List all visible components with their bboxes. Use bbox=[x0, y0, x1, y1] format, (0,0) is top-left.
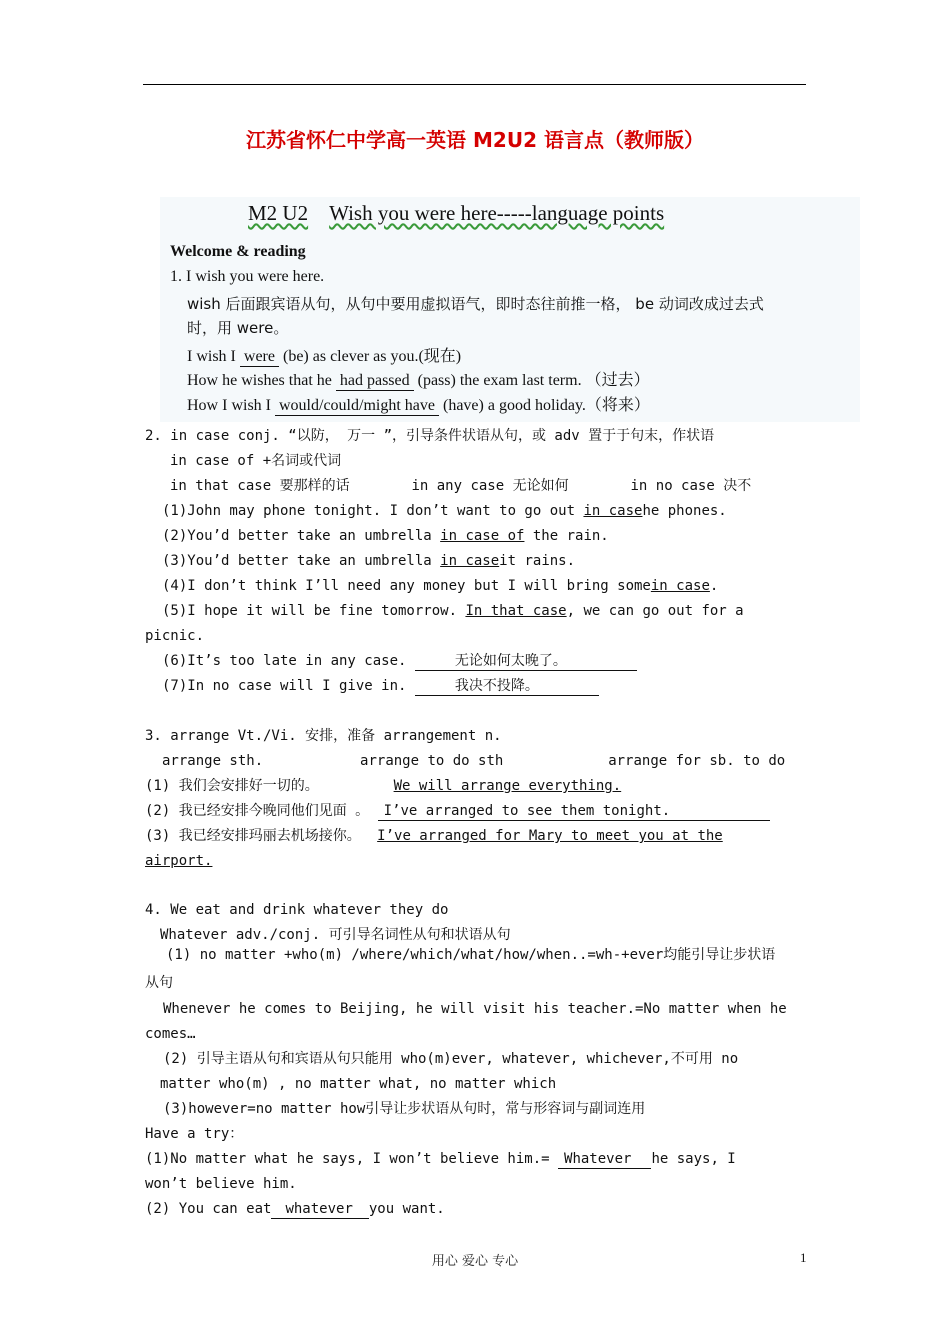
s2-e2-rest: the rain. bbox=[524, 528, 609, 544]
s3-e1-answer: We will arrange everything. bbox=[393, 778, 622, 794]
s2-e5-text: (5)I hope it will be fine tomorrow. bbox=[162, 603, 466, 619]
s2-e1-answer: in case bbox=[583, 503, 643, 519]
s2-e6-text: (6)It’s too late in any case. bbox=[162, 653, 415, 669]
s4-line6: Have a try： bbox=[145, 1126, 244, 1142]
s4-line4-cont: matter who(m) , no matter what, no matter which bbox=[160, 1076, 557, 1092]
image-heading-unit: M2 U2 bbox=[248, 201, 309, 225]
s2-e5-answer: In that case bbox=[465, 603, 567, 619]
header-rule bbox=[143, 84, 806, 85]
s4-heading: 4. We eat and drink whatever they do bbox=[145, 902, 449, 918]
s4-line1: Whatever adv./conj. 可引导名词性从句和状语从句 bbox=[160, 927, 511, 943]
s4-line3-cont: comes… bbox=[145, 1026, 196, 1042]
page-title: 江苏省怀仁中学高一英语 M2U2 语言点（教师版） bbox=[246, 128, 704, 152]
s2-example-5-cont: picnic. bbox=[145, 628, 205, 644]
page-footer: 用心 爱心 专心 bbox=[431, 1254, 519, 1269]
s2-e7-answer: 我决不投降。 bbox=[415, 677, 599, 696]
s3-e3-answer-cont: airport. bbox=[145, 853, 213, 869]
image-item1-note-b: 时，用 were。 bbox=[187, 319, 289, 337]
image-item1-note-a: wish 后面跟宾语从句，从句中要用虚拟语气，即时态往前推一格， be 动词改成过去式 bbox=[187, 295, 764, 313]
s3-e1-chinese: (1) 我们会安排好一切的。 bbox=[145, 778, 319, 794]
s4-line2: (1) no matter +who(m) /where/which/what/how/when..=wh-+ever均能引导让步状语 bbox=[166, 947, 776, 963]
image-heading bbox=[248, 201, 664, 226]
image-ex1-answer: were bbox=[240, 348, 279, 367]
s4-try-2 bbox=[145, 1200, 445, 1219]
image-item1: 1. I wish you were here. bbox=[170, 268, 325, 285]
image-ex2-rest: (pass) the exam last term. （过去） bbox=[417, 372, 650, 389]
image-ex3-answer: would/could/might have bbox=[275, 397, 439, 416]
s3-heading: 3. arrange Vt./Vi. 安排，准备 arrangement n. bbox=[145, 728, 502, 744]
s3-example-3-cont bbox=[145, 852, 212, 870]
embedded-notes-image bbox=[160, 197, 860, 422]
s2-line1: in case of +名词或代词 bbox=[170, 453, 342, 469]
s3-e2-chinese: (2) 我已经安排今晚同他们见面 。 bbox=[145, 803, 370, 819]
s4-t1-rest: he says, I bbox=[651, 1151, 736, 1167]
image-ex3-text: How I wish I bbox=[187, 397, 271, 414]
s2-e6-answer: 无论如何太晚了。 bbox=[415, 652, 637, 671]
s2-example-1 bbox=[162, 502, 727, 520]
s2-e7-text: (7)In no case will I give in. bbox=[162, 678, 415, 694]
s2-example-4 bbox=[162, 577, 718, 595]
s2-in-no-case: in no case 决不 bbox=[630, 478, 752, 494]
s2-e2-answer: in case of bbox=[440, 528, 525, 544]
image-ex2-text: How he wishes that he bbox=[187, 372, 332, 389]
s3-arrange-sth: arrange sth. bbox=[162, 753, 264, 769]
s4-try-1-cont: won’t believe him. bbox=[145, 1176, 297, 1192]
s4-t2-rest: you want. bbox=[368, 1201, 445, 1217]
s3-e3-answer: I’ve arranged for Mary to meet you at the bbox=[377, 828, 723, 844]
s4-t2-text: (2) You can eat bbox=[145, 1201, 272, 1217]
image-ex1-text: I wish I bbox=[187, 348, 236, 365]
s2-e4-text: (4)I don’t think I’ll need any money but I will bring some bbox=[162, 578, 651, 594]
s2-e1-text: (1)John may phone tonight. I don’t want to go out bbox=[162, 503, 584, 519]
image-example-1 bbox=[187, 343, 461, 367]
s2-e3-text: (3)You’d better take an umbrella bbox=[162, 553, 441, 569]
s4-line3: Whenever he comes to Beijing, he will visit his teacher.=No matter when he bbox=[163, 1001, 787, 1017]
image-heading-title: Wish you were here-----language points bbox=[329, 201, 665, 225]
s4-t2-answer: whatever bbox=[271, 1200, 368, 1219]
s3-example-2 bbox=[145, 802, 770, 821]
s3-e3-chinese: (3) 我已经安排玛丽去机场接你。 bbox=[145, 828, 361, 844]
s2-example-6 bbox=[162, 652, 637, 671]
s4-line4: (2) 引导主语从句和宾语从句只能用 who(m)ever, whatever, whichever,不可用 no bbox=[163, 1051, 739, 1067]
s4-t1-answer: Whatever bbox=[558, 1150, 651, 1169]
s2-heading: 2. in case conj. “以防， 万一 ”，引导条件状语从句，或 adv 置于于句末，作状语 bbox=[145, 428, 715, 444]
s2-example-2 bbox=[162, 527, 609, 545]
image-ex3-rest: (have) a good holiday.（将来） bbox=[442, 397, 650, 414]
image-ex2-answer: had passed bbox=[336, 372, 414, 391]
s2-example-3 bbox=[162, 552, 575, 570]
image-ex1-rest: (be) as clever as you.(现在) bbox=[282, 348, 462, 365]
image-section: Welcome & reading bbox=[170, 243, 306, 260]
s2-example-7 bbox=[162, 677, 599, 696]
page-number: 1 bbox=[800, 1250, 807, 1265]
s4-line5: (3)however=no matter how引导让步状语从句时，常与形容词与副词连用 bbox=[163, 1101, 646, 1117]
image-example-3 bbox=[187, 392, 650, 416]
s2-line2 bbox=[170, 477, 751, 495]
s3-e2-answer: I’ve arranged to see them tonight. bbox=[378, 802, 771, 821]
s2-e3-rest: it rains. bbox=[499, 553, 576, 569]
s4-t1-text: (1)No matter what he says, I won’t believe him.= bbox=[145, 1151, 559, 1167]
s3-line1 bbox=[162, 752, 785, 770]
s2-example-5 bbox=[162, 602, 744, 620]
s4-try-1 bbox=[145, 1150, 736, 1169]
s3-arrange-for: arrange for sb. to do bbox=[608, 753, 786, 769]
s3-arrange-to-do: arrange to do sth bbox=[360, 753, 504, 769]
s3-example-1 bbox=[145, 777, 621, 795]
s2-e3-answer: in case bbox=[440, 553, 500, 569]
s2-e5-rest: , we can go out for a bbox=[566, 603, 744, 619]
s2-e4-rest: . bbox=[709, 578, 719, 594]
s4-line2-cont: 从句 bbox=[145, 975, 173, 991]
s3-example-3 bbox=[145, 827, 723, 845]
s2-e2-text: (2)You’d better take an umbrella bbox=[162, 528, 441, 544]
s2-e1-rest: he phones. bbox=[642, 503, 727, 519]
image-example-2 bbox=[187, 367, 650, 391]
s2-in-that-case: in that case 要那样的话 bbox=[170, 478, 350, 494]
s2-e4-answer: in case bbox=[650, 578, 710, 594]
s2-in-any-case: in any case 无论如何 bbox=[411, 478, 569, 494]
